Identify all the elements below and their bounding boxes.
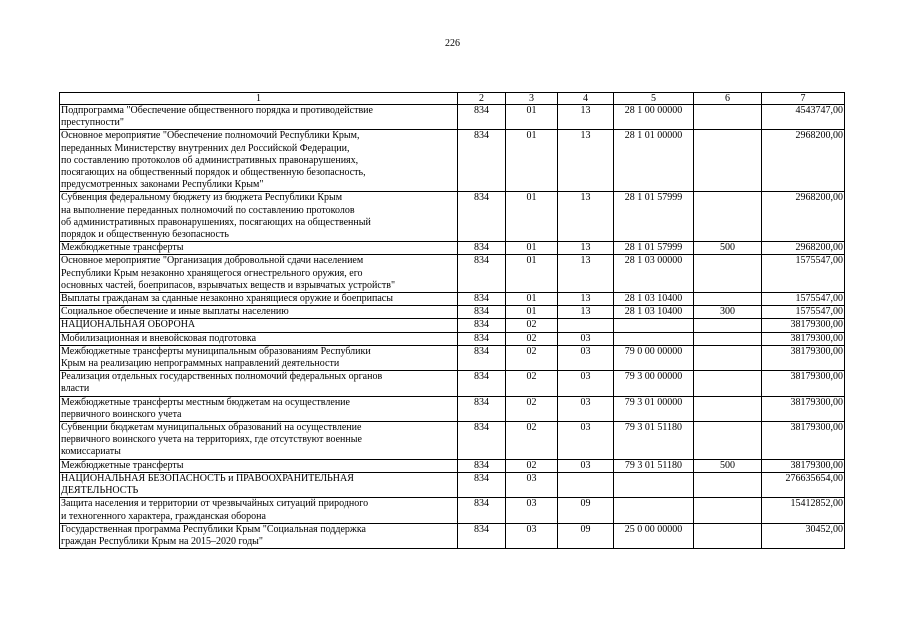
row-col-5: 28 1 01 00000 (614, 130, 694, 192)
row-amount: 38179300,00 (762, 422, 845, 460)
row-col-2: 834 (458, 192, 506, 242)
row-col-2: 834 (458, 242, 506, 255)
row-col-6: 500 (694, 242, 762, 255)
row-col-2: 834 (458, 472, 506, 497)
row-name: Субвенция федеральному бюджету из бюджета Республики Крым на выполнение переданных полномочий по составлению протоколов об административных правонарушениях, посягающих на общественный порядок и общественную безопасность (60, 192, 458, 242)
row-col-6 (694, 498, 762, 523)
row-col-3: 02 (506, 422, 558, 460)
row-name: Мобилизационная и вневойсковая подготовка (60, 332, 458, 345)
row-col-3: 01 (506, 306, 558, 319)
page-number: 226 (445, 38, 460, 49)
row-col-3: 01 (506, 105, 558, 130)
row-name: Межбюджетные трансферты местным бюджетам на осуществление первичного воинского учета (60, 396, 458, 421)
header-col-3: 3 (506, 93, 558, 105)
row-col-4: 13 (558, 242, 614, 255)
row-amount: 2968200,00 (762, 242, 845, 255)
row-amount: 15412852,00 (762, 498, 845, 523)
row-col-4: 03 (558, 371, 614, 396)
row-amount: 38179300,00 (762, 345, 845, 370)
row-name: Подпрограмма "Обеспечение общественного порядка и противодействие преступности" (60, 105, 458, 130)
table-row (60, 332, 845, 345)
header-col-5: 5 (614, 93, 694, 105)
row-name: Основное мероприятие "Обеспечение полномочий Республики Крым, переданных Министерству внутренних дел Российской Федерации, по составлению протоколов об административных правонарушениях, посягающих на общественный порядок и общественную безопасность, предусмотренных законами Республики Крым" (60, 130, 458, 192)
row-col-2: 834 (458, 130, 506, 192)
table-body (60, 105, 845, 549)
row-col-3: 02 (506, 319, 558, 332)
row-name: НАЦИОНАЛЬНАЯ БЕЗОПАСНОСТЬ и ПРАВООХРАНИТЕЛЬНАЯ ДЕЯТЕЛЬНОСТЬ (60, 472, 458, 497)
row-col-2: 834 (458, 396, 506, 421)
row-col-6 (694, 371, 762, 396)
row-col-4: 09 (558, 498, 614, 523)
header-col-4: 4 (558, 93, 614, 105)
row-col-5: 28 1 03 00000 (614, 255, 694, 293)
row-col-5 (614, 319, 694, 332)
row-col-6 (694, 472, 762, 497)
row-col-6 (694, 345, 762, 370)
row-col-3: 01 (506, 242, 558, 255)
row-col-2: 834 (458, 306, 506, 319)
row-amount: 276635654,00 (762, 472, 845, 497)
row-col-6 (694, 255, 762, 293)
row-name: Межбюджетные трансферты муниципальным образованиям Республики Крым на реализацию непрограммных направлений деятельности (60, 345, 458, 370)
row-amount: 38179300,00 (762, 396, 845, 421)
row-col-3: 02 (506, 332, 558, 345)
row-amount: 30452,00 (762, 523, 845, 548)
table-row (60, 255, 845, 293)
row-col-4: 13 (558, 192, 614, 242)
row-col-2: 834 (458, 255, 506, 293)
budget-table (59, 92, 845, 549)
row-col-2: 834 (458, 332, 506, 345)
row-col-6: 300 (694, 306, 762, 319)
row-amount: 38179300,00 (762, 319, 845, 332)
row-amount: 1575547,00 (762, 306, 845, 319)
row-col-5: 28 1 03 10400 (614, 306, 694, 319)
row-col-4: 13 (558, 306, 614, 319)
table-row (60, 371, 845, 396)
row-name: Защита населения и территории от чрезвычайных ситуаций природного и техногенного характера, гражданская оборона (60, 498, 458, 523)
row-col-4: 13 (558, 105, 614, 130)
row-col-2: 834 (458, 293, 506, 306)
row-col-5: 79 3 01 00000 (614, 396, 694, 421)
row-amount: 38179300,00 (762, 332, 845, 345)
row-col-3: 02 (506, 459, 558, 472)
row-col-5: 28 1 03 10400 (614, 293, 694, 306)
row-col-4: 13 (558, 293, 614, 306)
row-col-4 (558, 472, 614, 497)
row-col-5: 28 1 00 00000 (614, 105, 694, 130)
row-col-6 (694, 523, 762, 548)
row-name: НАЦИОНАЛЬНАЯ ОБОРОНА (60, 319, 458, 332)
row-col-3: 02 (506, 396, 558, 421)
row-amount: 38179300,00 (762, 459, 845, 472)
row-col-5: 79 3 00 00000 (614, 371, 694, 396)
row-col-2: 834 (458, 105, 506, 130)
table-row (60, 345, 845, 370)
row-col-2: 834 (458, 523, 506, 548)
row-col-4: 03 (558, 345, 614, 370)
row-col-2: 834 (458, 371, 506, 396)
row-col-3: 03 (506, 498, 558, 523)
row-col-6 (694, 332, 762, 345)
row-col-3: 01 (506, 130, 558, 192)
row-name: Реализация отдельных государственных полномочий федеральных органов власти (60, 371, 458, 396)
table-row (60, 105, 845, 130)
table-row (60, 192, 845, 242)
row-col-6 (694, 396, 762, 421)
row-amount: 2968200,00 (762, 130, 845, 192)
row-col-6: 500 (694, 459, 762, 472)
row-col-2: 834 (458, 345, 506, 370)
table-row (60, 293, 845, 306)
row-col-4: 03 (558, 422, 614, 460)
row-amount: 4543747,00 (762, 105, 845, 130)
row-col-5: 25 0 00 00000 (614, 523, 694, 548)
table-row (60, 130, 845, 192)
table-row (60, 459, 845, 472)
row-col-6 (694, 130, 762, 192)
header-row (60, 93, 845, 105)
row-col-4: 03 (558, 332, 614, 345)
row-amount: 1575547,00 (762, 255, 845, 293)
table-row (60, 306, 845, 319)
row-col-6 (694, 319, 762, 332)
row-name: Межбюджетные трансферты (60, 459, 458, 472)
row-col-4: 09 (558, 523, 614, 548)
row-col-3: 02 (506, 345, 558, 370)
table-row (60, 319, 845, 332)
row-col-3: 01 (506, 192, 558, 242)
row-name: Основное мероприятие "Организация добровольной сдачи населением Республики Крым незаконно хранящегося огнестрельного оружия, его основных частей, боеприпасов, взрывчатых веществ и взрывчатых устройств" (60, 255, 458, 293)
table-row (60, 242, 845, 255)
row-amount: 1575547,00 (762, 293, 845, 306)
header-col-7: 7 (762, 93, 845, 105)
row-col-3: 03 (506, 523, 558, 548)
row-col-5 (614, 498, 694, 523)
row-col-4: 13 (558, 255, 614, 293)
row-col-6 (694, 422, 762, 460)
row-col-2: 834 (458, 459, 506, 472)
table-row (60, 523, 845, 548)
row-col-3: 03 (506, 472, 558, 497)
row-name: Государственная программа Республики Крым "Социальная поддержка граждан Республики Крым на 2015–2020 годы" (60, 523, 458, 548)
row-col-4 (558, 319, 614, 332)
row-col-5: 79 0 00 00000 (614, 345, 694, 370)
row-col-3: 01 (506, 293, 558, 306)
row-col-5 (614, 332, 694, 345)
row-col-2: 834 (458, 498, 506, 523)
header-col-6: 6 (694, 93, 762, 105)
row-col-4: 03 (558, 459, 614, 472)
row-col-2: 834 (458, 319, 506, 332)
row-name: Субвенции бюджетам муниципальных образований на осуществление первичного воинского учета на территориях, где отсутствуют военные комиссариаты (60, 422, 458, 460)
row-col-5: 79 3 01 51180 (614, 459, 694, 472)
row-amount: 38179300,00 (762, 371, 845, 396)
row-col-6 (694, 293, 762, 306)
table-row (60, 472, 845, 497)
row-name: Социальное обеспечение и иные выплаты населению (60, 306, 458, 319)
header-col-1: 1 (60, 93, 458, 105)
row-col-5: 79 3 01 51180 (614, 422, 694, 460)
row-col-5: 28 1 01 57999 (614, 242, 694, 255)
row-name: Межбюджетные трансферты (60, 242, 458, 255)
row-col-4: 13 (558, 130, 614, 192)
row-name: Выплаты гражданам за сданные незаконно хранящиеся оружие и боеприпасы (60, 293, 458, 306)
row-col-6 (694, 192, 762, 242)
table-row (60, 498, 845, 523)
row-col-6 (694, 105, 762, 130)
table-row (60, 396, 845, 421)
row-col-3: 01 (506, 255, 558, 293)
row-col-2: 834 (458, 422, 506, 460)
table-row (60, 422, 845, 460)
row-col-5: 28 1 01 57999 (614, 192, 694, 242)
row-col-3: 02 (506, 371, 558, 396)
row-col-5 (614, 472, 694, 497)
row-col-4: 03 (558, 396, 614, 421)
header-col-2: 2 (458, 93, 506, 105)
row-amount: 2968200,00 (762, 192, 845, 242)
